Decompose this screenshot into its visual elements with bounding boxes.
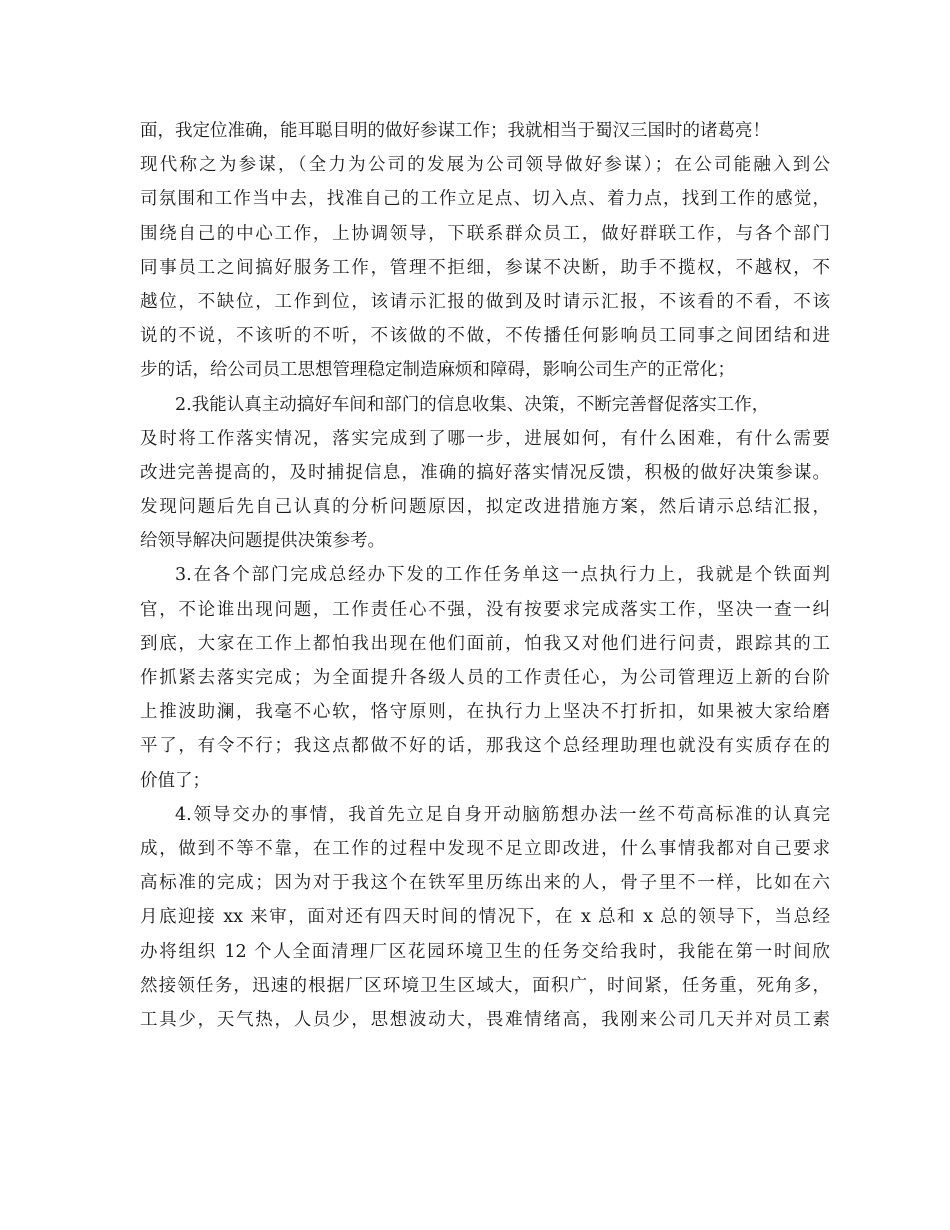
text-line: 作抓紧去落实完成；为全面提升各级人员的工作责任心，为公司管理迈上新的台阶 [140,668,830,688]
text-line: 改进完善提高的，及时捕捉信息，准确的搞好落实情况反馈，积极的做好决策参谋。 [140,462,830,483]
text-line: 高标准的完成；因为对于我这个在铁军里历练出来的人，骨子里不一样，比如在六 [140,873,830,894]
text-line: 说的不说，不该听的不听，不该做的不做，不传播任何影响员工同事之间团结和进 [140,326,830,347]
text-line: 现代称之为参谋，（全力为公司的发展为公司领导做好参谋）；在公司能融入到公 [140,155,830,176]
text-line: 上推波助澜，我毫不心软，恪守原则，在执行力上坚决不打折扣，如果被大家给磨 [140,702,830,723]
paragraph-first-line: 4.领导交办的事情，我首先立足自身开动脑筋想办法一丝不苟高标准的认真完 [175,804,830,825]
paragraph-first-line: 2.我能认真主动搞好车间和部门的信息收集、决策，不断完善督促落实工作， [175,394,770,415]
text-line: 然接领任务，迅速的根据厂区环境卫生区域大，面积广，时间紧，任务重，死角多， [140,975,830,996]
text-line: 成，做到不等不靠，在工作的过程中发现不足立即改进，什么事情我都对自己要求 [140,838,830,859]
text-line: 司氛围和工作当中去，找准自己的工作立足点、切入点、着力点，找到工作的感觉， [140,189,830,210]
text-line: 月底迎接 xx 来审，面对还有四天时间的情况下，在 x 总和 x 总的领导下，当总经 [140,907,830,928]
text-line: 及时将工作落实情况，落实完成到了哪一步，进展如何，有什么困难，有什么需要 [140,428,830,449]
text-line: 官，不论谁出现问题，工作责任心不强，没有按要求完成落实工作，坚决一查一纠 [140,599,830,620]
text-line: 面，我定位准确，能耳聪目明的做好参谋工作；我就相当于蜀汉三国时的诸葛亮！ [140,121,770,141]
text-line: 平了，有令不行；我这点都做不好的话，那我这个总经理助理也就没有实质存在的 [140,736,830,757]
text-line: 办将组织 12 个人全面清理厂区花园环境卫生的任务交给我时，我能在第一时间欣 [140,941,830,962]
text-line: 围绕自己的中心工作，上协调领导，下联系群众员工，做好群联工作，与各个部门 [140,223,830,244]
text-line: 工具少，天气热，人员少，思想波动大，畏难情绪高，我刚来公司几天并对员工素 [140,1009,830,1030]
text-line: 价值了； [140,770,210,791]
text-line: 给领导解决问题提供决策参考。 [140,531,385,552]
text-line: 越位，不缺位，工作到位，该请示汇报的做到及时请示汇报，不该看的不看，不该 [140,291,830,312]
paragraph-first-line: 3.在各个部门完成总经办下发的工作任务单这一点执行力上，我就是个铁面判 [175,565,830,586]
document-body [140,114,830,1037]
text-line: 同事员工之间搞好服务工作，管理不拒细，参谋不决断，助手不揽权，不越权，不 [140,257,830,278]
text-line: 发现问题后先自己认真的分析问题原因，拟定改进措施方案，然后请示总结汇报， [140,497,830,518]
text-line: 步的话，给公司员工思想管理稳定制造麻烦和障碍，影响公司生产的正常化； [140,360,735,381]
text-line: 到底，大家在工作上都怕我出现在他们面前，怕我又对他们进行问责，跟踪其的工 [140,633,830,654]
